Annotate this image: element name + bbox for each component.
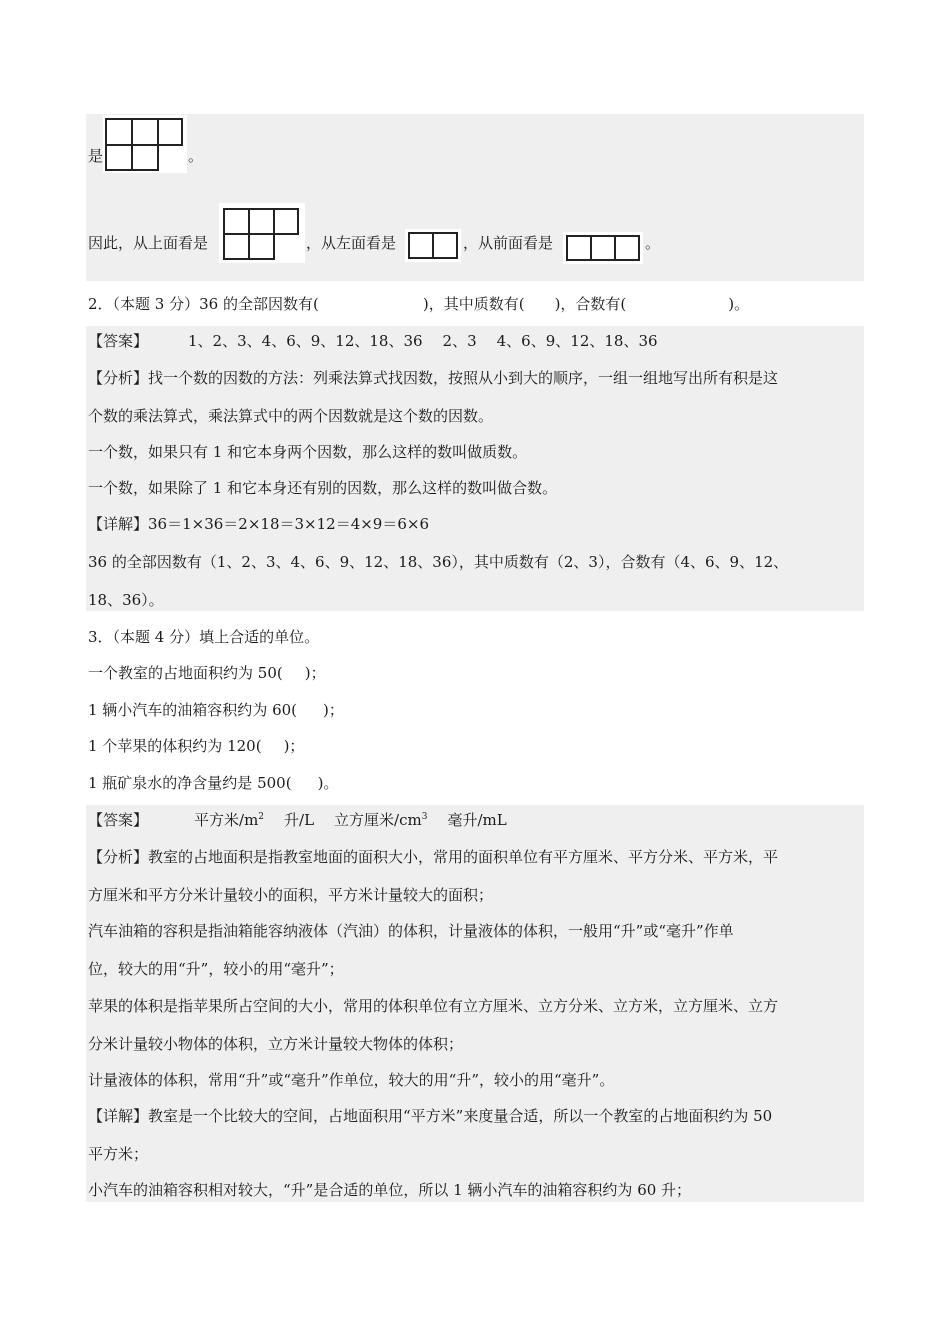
q3-answer-1: 平方米/m: [194, 811, 259, 829]
q2-text-d: )。: [728, 295, 750, 313]
q3-detail-2: 平方米；: [88, 1145, 149, 1163]
q3-detail-3: 小汽车的油箱容积相对较大，“升”是合适的单位，所以 1 辆小汽车的油箱容积约为 60 升；: [88, 1181, 692, 1199]
q2-text-b: )，其中质数有(: [422, 295, 525, 313]
q3-item-2: 1 辆小汽车的油箱容积约为 60( )；: [88, 701, 344, 719]
solution-block-q1: [86, 114, 864, 281]
q2-detail-3: 18、36）。: [88, 591, 164, 609]
top-view-figure-conclusion: [219, 203, 305, 263]
q3-analysis-4: 位，较大的用“升”，较小的用“毫升”；: [88, 960, 344, 978]
conclusion-text-left: ，从左面看是: [306, 234, 397, 252]
q2-analysis-3: 一个数，如果只有 1 和它本身两个因数，那么这样的数叫做质数。: [88, 443, 528, 461]
q3-item-3: 1 个苹果的体积约为 120( )；: [88, 737, 305, 755]
q2-answer-2: 2、3: [442, 332, 477, 350]
q2-analysis-2: 个数的乘法算式，乘法算式中的两个因数就是这个数的因数。: [88, 407, 494, 425]
conclusion-text-top: 因此，从上面看是: [88, 234, 209, 252]
left-view-figure: [405, 229, 461, 262]
conclusion-text-end: 。: [645, 234, 661, 252]
q2-text-c: )，合数有(: [554, 295, 627, 313]
q3-analysis-3: 汽车油箱的容积是指油箱能容纳液体（汽油）的体积，计量液体的体积，一般用“升”或“毫升”作单: [88, 922, 734, 940]
q3-analysis-1: 【分析】教室的占地面积是指教室地面的面积大小，常用的面积单位有平方厘米、平方分米、平方米，平: [88, 848, 779, 866]
q3-answer-label: 【答案】: [88, 811, 149, 829]
q2-answer-3: 4、6、9、12、18、36: [496, 332, 658, 350]
conclusion-end: [645, 233, 660, 253]
q3-question: 3．（本题 4 分）填上合适的单位。: [88, 628, 320, 646]
q3-detail-1: 【详解】教室是一个比较大的空间，占地面积用“平方米”来度量合适，所以一个教室的占地面积约为 50: [88, 1107, 773, 1125]
conclusion-front-label: [463, 233, 553, 253]
q2-answer-label: 【答案】: [88, 332, 149, 350]
q1-conclusion: [88, 233, 208, 253]
top-view-figure: [103, 115, 187, 173]
q2-detail-2: 36 的全部因数有（1、2、3、4、6、9、12、18、36），其中质数有（2、3），合数有（4、6、9、12、: [88, 553, 789, 571]
q2-answer: [88, 331, 658, 351]
front-view-figure: [563, 232, 643, 264]
q1-view-line: [88, 146, 103, 166]
q3-answer-4: 毫升/mL: [447, 811, 507, 829]
q2-detail-1: 【详解】36＝1×36＝2×18＝3×12＝4×9＝6×6: [88, 515, 430, 533]
q2-analysis-1: 【分析】找一个数的因数的方法：列乘法算式找因数，按照从小到大的顺序，一组一组地写出所有积是这: [88, 369, 779, 387]
q1-view-suffix-line: [188, 146, 203, 166]
q3-item-4: 1 瓶矿泉水的净含量约是 500( )。: [88, 774, 339, 792]
q1-view-prefix: 是: [88, 147, 104, 165]
q3-analysis-2: 方厘米和平方分米计量较小的面积，平方米计量较大的面积；: [88, 886, 494, 904]
q1-view-suffix: 。: [188, 147, 204, 165]
q3-analysis-6: 分米计量较小物体的体积，立方米计量较大物体的体积；: [88, 1035, 464, 1053]
q2-detail-label: 【详解】: [88, 515, 149, 533]
q3-analysis-5: 苹果的体积是指苹果所占空间的大小，常用的体积单位有立方厘米、立方分米、立方米，立方厘米、立方: [88, 997, 779, 1015]
conclusion-text-front: ，从前面看是: [463, 234, 554, 252]
q3-answer-3: 立方厘米/cm: [334, 811, 422, 829]
q3-answer: 【答案】 平方米$/m^2$ 升/L 立方厘米$/cm^3$ 毫升/mL: [88, 811, 507, 829]
q3-analysis-label: 【分析】: [88, 848, 149, 866]
q2-question: [88, 294, 749, 314]
q3-answer-2: 升/L: [284, 811, 315, 829]
conclusion-left-label: [306, 233, 396, 253]
q2-analysis-4: 一个数，如果除了 1 和它本身还有别的因数，那么这样的数叫做合数。: [88, 479, 558, 497]
q3-detail-label: 【详解】: [88, 1107, 149, 1125]
q2-analysis-label: 【分析】: [88, 369, 149, 387]
q3-item-1: 一个教室的占地面积约为 50( )；: [88, 664, 326, 682]
q3-analysis-7: 计量液体的体积，常用“升”或“毫升”作单位，较大的用“升”，较小的用“毫升”。: [88, 1071, 615, 1089]
q2-text-a: 2．（本题 3 分）36 的全部因数有(: [88, 295, 319, 313]
q2-answer-1: 1、2、3、4、6、9、12、18、36: [188, 332, 423, 350]
